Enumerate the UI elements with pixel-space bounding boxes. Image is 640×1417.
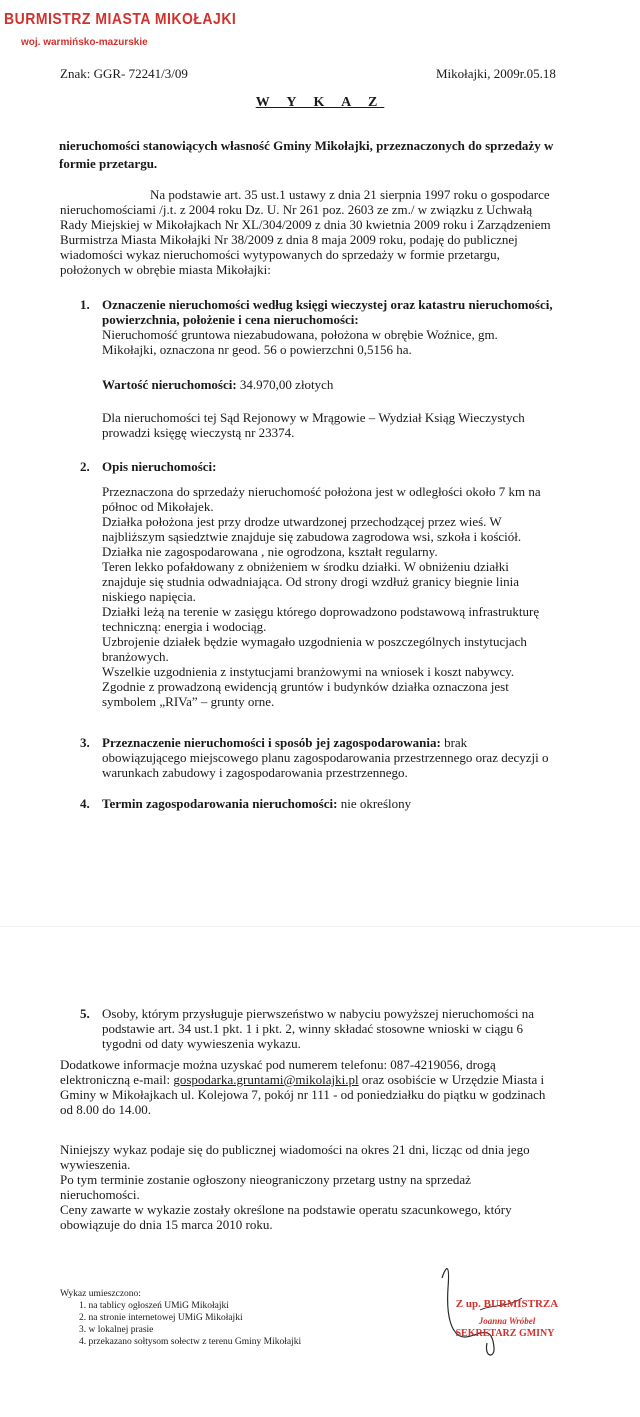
section-5	[102, 1006, 582, 1051]
signature-stamp-line1: Z up. BURMISTRZA	[455, 1298, 559, 1310]
section-4-number: 4.	[80, 796, 90, 811]
contact-paragraph	[60, 1057, 585, 1117]
intro-line: wiadomości wykaz nieruchomości wytypowanych do sprzedaży w formie przetargu,	[60, 247, 500, 262]
description-line: północ od Mikołajek.	[102, 499, 214, 514]
description-line: techniczną: energia i wodociąg.	[102, 619, 267, 634]
description-line: branżowych.	[102, 649, 169, 664]
section-1-heading: powierzchnia, położenie i cena nieruchomości:	[102, 312, 359, 327]
section-1-description: Mikołajki, oznaczona nr geod. 56 o powierzchni 0,5156 ha.	[102, 342, 412, 357]
page-divider	[0, 926, 640, 927]
land-register-line: Dla nieruchomości tej Sąd Rejonowy w Mrągowie – Wydział Ksiąg Wieczystych	[102, 410, 525, 425]
description-line: niskiego napięcia.	[102, 589, 196, 604]
contact-line: Dodatkowe informacje można uzyskać pod numerem telefonu: 087-4219056, drogą	[60, 1057, 496, 1072]
description-line: Zgodnie z prowadzoną ewidencją gruntów i budynków działka oznaczona jest	[102, 679, 509, 694]
section-1-heading: Oznaczenie nieruchomości według księgi wieczystej oraz katastru nieruchomości,	[102, 297, 553, 312]
section-3-number: 3.	[80, 735, 90, 750]
closing-line: Po tym terminie zostanie ogłoszony nieograniczony przetarg ustny na sprzedaż	[60, 1172, 471, 1187]
property-value-label: Wartość nieruchomości:	[102, 377, 237, 392]
section-3-line: warunkach zabudowy i zagospodarowania przestrzennego.	[102, 765, 408, 780]
contact-email-link[interactable]: gospodarka.gruntami@mikolajki.pl	[173, 1072, 359, 1087]
closing-line: Ceny zawarte w wykazie zostały określone na podstawie operatu szacunkowego, który	[60, 1202, 512, 1217]
closing-line: obowiązuje do dnia 15 marca 2010 roku.	[60, 1217, 273, 1232]
intro-line: Rady Miejskiej w Mikołajkach Nr XL/304/2009 z dnia 30 kwietnia 2009 roku i Zarządzeniem	[60, 217, 551, 232]
closing-line: Niniejszy wykaz podaje się do publicznej wiadomości na okres 21 dni, licząc od dnia jego	[60, 1142, 530, 1157]
land-register-line: prowadzi księgę wieczystą nr 23374.	[102, 425, 295, 440]
document-date: Mikołajki, 2009r.05.18	[436, 66, 556, 81]
description-line: Przeznaczona do sprzedaży nieruchomość położona jest w odległości około 7 km na	[102, 484, 541, 499]
closing-paragraph	[60, 1142, 585, 1232]
section-5-line: tygodni od daty wywieszenia wykazu.	[102, 1036, 301, 1051]
intro-line: Burmistrza Miasta Mikołajki Nr 38/2009 z dnia 8 maja 2009 roku, podaję do publicznej	[60, 232, 518, 247]
description-line: Działka nie zagospodarowana , nie ogrodzona, kształt regularny.	[102, 544, 438, 559]
description-line: Uzbrojenie działek będzie wymagało uzgodnienia w poszczególnych instytucjach	[102, 634, 527, 649]
section-3-heading: Przeznaczenie nieruchomości i sposób jej zagospodarowania:	[102, 735, 441, 750]
distribution-item: 1. na tablicy ogłoszeń UMiG Mikołajki	[79, 1301, 229, 1311]
section-4-text: nie określony	[340, 796, 412, 811]
document-subtitle: nieruchomości stanowiących własność Gminy Mikołajki, przeznaczonych do sprzedaży w formie przetargu.	[59, 138, 554, 171]
description-line: Teren lekko pofałdowany z obniżeniem w środku działki. W obniżeniu działki	[102, 559, 509, 574]
description-line: Działka położona jest przy drodze utwardzonej przechodzącej przez wieś. W	[102, 514, 502, 529]
section-3	[102, 735, 582, 780]
land-register-note	[102, 410, 582, 440]
description-line: Działki leżą na terenie w zasięgu którego doprowadzono podstawową infrastrukturę	[102, 604, 540, 619]
distribution-heading: Wykaz umieszczono:	[60, 1289, 141, 1299]
stamp-subtitle: woj. warmińsko-mazurskie	[21, 37, 148, 48]
section-2-number: 2.	[80, 459, 90, 474]
closing-line: nieruchomości.	[60, 1187, 140, 1202]
signature-stamp-line3: SEKRETARZ GMINY	[455, 1328, 555, 1339]
handwritten-signature-icon	[432, 1258, 542, 1368]
description-line: Wszelkie uzgodnienia z instytucjami branżowymi na wniosek i koszt nabywcy.	[102, 664, 515, 679]
stamp-title: BURMISTRZ MIASTA MIKOŁAJKI	[4, 8, 237, 28]
intro-line: nieruchomościami /j.t. z 2004 roku Dz. U. Nr 261 poz. 2603 ze zm./ w związku z Uchwałą	[60, 202, 533, 217]
section-5-number: 5.	[80, 1006, 90, 1021]
distribution-item: 2. na stronie internetowej UMiG Mikołajki	[79, 1313, 243, 1323]
contact-email-label: elektroniczną e-mail:	[60, 1072, 174, 1087]
description-line: znajduje się studnia odwadniająca. Od strony drogi wzdłuż granicy biegnie linia	[102, 574, 519, 589]
section-1-description: Nieruchomość gruntowa niezabudowana, położona w obrębie Woźnice, gm.	[102, 327, 498, 342]
intro-paragraph	[60, 187, 580, 277]
section-1-number: 1.	[80, 297, 90, 312]
section-2-heading: Opis nieruchomości:	[102, 459, 217, 474]
section-4-heading: Termin zagospodarowania nieruchomości:	[102, 796, 338, 811]
intro-line: Na podstawie art. 35 ust.1 ustawy z dnia 21 sierpnia 1997 roku o gospodarce	[150, 187, 550, 202]
contact-line: od 8.00 do 14.00.	[60, 1102, 151, 1117]
section-5-line: Osoby, którym przysługuje pierwszeństwo w nabyciu powyższej nieruchomości na	[102, 1006, 535, 1021]
reference-number: Znak: GGR- 72241/3/09	[60, 66, 188, 81]
property-value: 34.970,00 złotych	[239, 377, 334, 392]
section-2-body	[102, 484, 582, 709]
section-3-line: obowiązującego miejscowego planu zagospodarowania przestrzennego oraz decyzji o	[102, 750, 549, 765]
section-3-text: brak	[444, 735, 468, 750]
document-title: W Y K A Z	[255, 95, 385, 110]
description-line: symbolem „RIVa” – grunty orne.	[102, 694, 275, 709]
signature-stamp-name: Joanna Wróbel	[478, 1316, 536, 1326]
intro-line: położonych w obrębie miasta Mikołajki:	[60, 262, 271, 277]
contact-line-continuation: oraz osobiście w Urzędzie Miasta i	[358, 1072, 545, 1087]
contact-line: Gminy w Mikołajkach ul. Kolejowa 7, pokój nr 111 - od poniedziałku do piątku w godzinach	[60, 1087, 546, 1102]
description-line: najbliższym sąsiedztwie znajduje się zabudowa zagrodowa wsi, szkoła i kościół.	[102, 529, 522, 544]
section-4	[102, 796, 411, 811]
distribution-item: 4. przekazano sołtysom sołectw z terenu Gminy Mikołajki	[79, 1337, 302, 1347]
section-1	[102, 297, 582, 357]
closing-line: wywieszenia.	[60, 1157, 131, 1172]
distribution-item: 3. w lokalnej prasie	[79, 1325, 154, 1335]
distribution-list	[60, 1288, 301, 1348]
property-value-row	[102, 377, 333, 392]
section-5-line: podstawie art. 34 ust.1 pkt. 1 i pkt. 2, winny składać stosowne wnioski w ciągu 6	[102, 1021, 524, 1036]
